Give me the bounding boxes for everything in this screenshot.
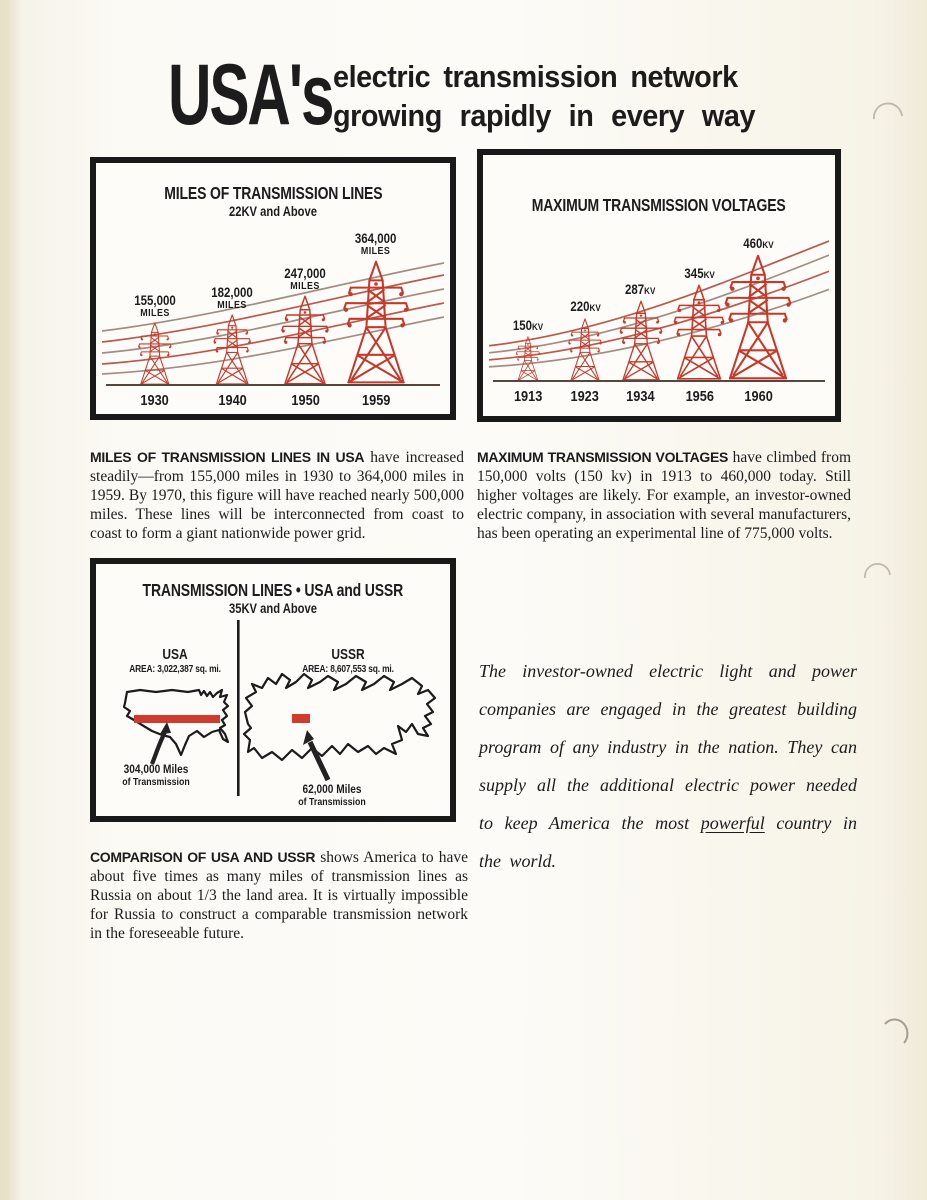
quote-paragraph	[479, 652, 857, 880]
caption-lead: COMPARISON OF USA AND USSR	[90, 848, 316, 865]
tower-1940	[208, 284, 257, 409]
usa-name: USA	[162, 646, 188, 663]
chart-title-text: TRANSMISSION LINES • USA and USSR	[142, 580, 404, 600]
caption-lead: MILES OF TRANSMISSION LINES IN USA	[90, 448, 365, 465]
year-label: 1960	[743, 388, 773, 405]
ussr-miles-label	[294, 784, 371, 809]
tower-1934	[616, 281, 665, 405]
usa-transmission-bar	[134, 715, 220, 723]
ussr-miles-line2: of Transmission	[298, 797, 366, 809]
chart-subtitle-text: 22KV and Above	[229, 203, 317, 219]
value-label: 150KV	[512, 317, 544, 333]
value-label: 182,000 MILES	[211, 284, 254, 311]
year-label: 1913	[513, 388, 543, 405]
divider-line	[237, 620, 240, 796]
caption-text: have climbed from 150,000 volts (150 kv) in 1913 to 460,000 today. Still higher voltages are likely. For example, an investor-owned electric company, in association with several manufacturers, has been operating an experimental line of 775,000 volts.	[477, 448, 851, 542]
transmission-tower-icon	[720, 254, 797, 382]
value-label: 345KV	[684, 266, 715, 282]
value-label: 155,000 MILES	[133, 292, 176, 319]
usa-miles-label	[118, 764, 195, 789]
ussr-area-label	[291, 663, 405, 675]
page-title-line1: electric transmission network	[333, 59, 738, 94]
tower-pictograms	[491, 155, 827, 405]
value-label: 364,000 MILES	[355, 230, 397, 257]
transmission-tower-icon	[135, 322, 173, 386]
chart-baseline	[493, 380, 825, 382]
value-label: 460KV	[742, 235, 774, 251]
transmission-tower-icon	[278, 295, 333, 386]
tower-1913	[510, 317, 546, 405]
usa-arrow-icon	[152, 722, 171, 764]
tower-1930	[130, 292, 179, 409]
chart-maximum-transmission-voltages	[477, 149, 841, 422]
caption-voltages	[477, 448, 851, 543]
punch-hole-shadow	[861, 557, 895, 591]
year-label: 1930	[140, 392, 169, 409]
tower-1950	[278, 265, 333, 409]
quote-underlined-word: powerful	[700, 813, 765, 833]
chart-usa-ussr-comparison	[90, 558, 456, 822]
year-label: 1956	[685, 388, 714, 405]
ussr-map-outline	[244, 674, 435, 760]
brand-text: USA's	[168, 47, 333, 143]
usa-area-label	[118, 663, 232, 675]
tower-pictograms	[104, 163, 442, 409]
year-label: 1950	[290, 392, 320, 409]
caption-miles	[90, 448, 464, 543]
ussr-miles-line1: 62,000 Miles	[302, 784, 362, 796]
year-label: 1959	[361, 392, 391, 409]
chart-title-text: MAXIMUM TRANSMISSION VOLTAGES	[532, 195, 786, 215]
year-label: 1940	[218, 392, 247, 409]
usa-area-text: AREA: 3,022,387 sq. mi.	[129, 663, 221, 675]
usa-label	[159, 646, 191, 663]
ussr-area-text: AREA: 8,607,553 sq. mi.	[302, 663, 394, 675]
punch-hole-shadow	[869, 95, 907, 133]
transmission-tower-icon	[211, 314, 254, 386]
value-label: 247,000 MILES	[284, 265, 326, 292]
value-label: 220KV	[569, 299, 601, 315]
ussr-transmission-bar	[292, 714, 310, 723]
ussr-name: USSR	[331, 646, 365, 663]
caption-lead: MAXIMUM TRANSMISSION VOLTAGES	[477, 448, 729, 465]
caption-text: shows America to have about five times as many miles of transmission lines as Russia on about 1/3 the land area. It is virtually impossible for Russia to construct a comparable transmission network in the foreseeable future.	[90, 848, 468, 942]
year-label: 1923	[570, 388, 600, 405]
value-label: 287KV	[625, 281, 656, 297]
punch-hole-shadow	[880, 1016, 912, 1052]
usa-miles-line2: of Transmission	[122, 777, 190, 789]
chart-miles-of-transmission-lines	[90, 157, 456, 420]
page-title	[333, 57, 787, 135]
tower-1959	[338, 230, 414, 409]
caption-text: have increased steadily—from 155,000 miles in 1930 to 364,000 miles in 1959. By 1970, this figure will have reached nearly 500,000 miles. These lines will be interconnected from coast to coast to form a giant nationwide power grid.	[90, 448, 464, 542]
tower-1923	[566, 299, 605, 405]
page-title-line2: growing rapidly in every way	[333, 98, 756, 133]
transmission-tower-icon	[338, 260, 414, 386]
chart-title-text: MILES OF TRANSMISSION LINES	[163, 183, 383, 203]
transmission-tower-icon	[566, 318, 605, 383]
transmission-tower-icon	[514, 336, 542, 382]
year-label: 1934	[626, 388, 655, 405]
chart-subtitle-text: 35KV and Above	[229, 600, 317, 616]
quote-part1: The investor-owned electric light and power companies are engaged in the greatest building program of any industry in the nation. They can supply all the additional electric power needed to keep America the most	[479, 661, 857, 833]
chart-baseline	[106, 384, 440, 386]
tower-1960	[720, 235, 797, 405]
transmission-tower-icon	[616, 300, 665, 382]
quote-part2: country in the world.	[479, 813, 857, 871]
usa-miles-line1: 304,000 Miles	[123, 764, 189, 776]
ussr-label	[327, 646, 369, 663]
caption-comparison	[90, 848, 468, 943]
